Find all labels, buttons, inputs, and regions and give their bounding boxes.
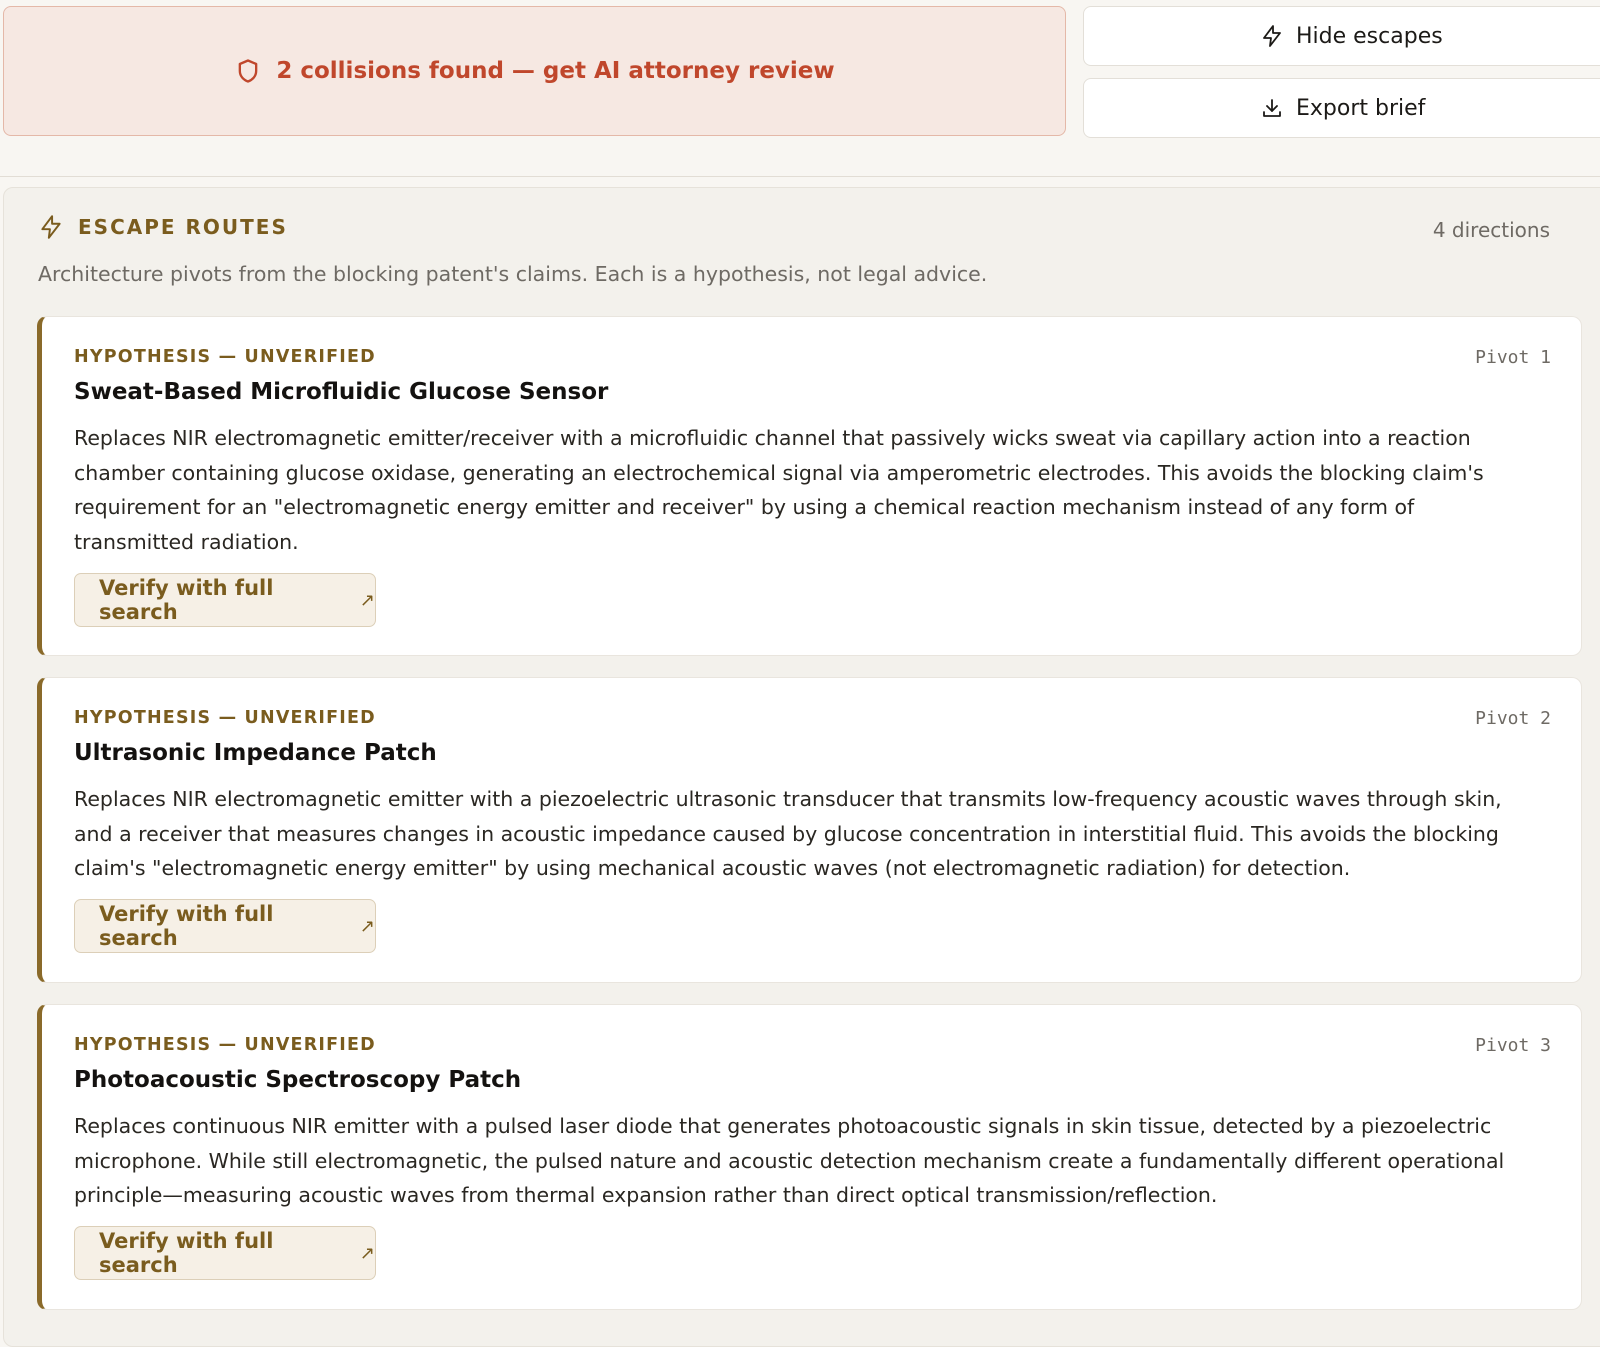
download-icon (1260, 96, 1284, 120)
shield-icon (234, 57, 262, 85)
lightning-icon (38, 214, 64, 240)
escape-route-card (37, 316, 1582, 656)
card-title: Ultrasonic Impedance Patch (74, 740, 437, 766)
card-description: Replaces NIR electromagnetic emitter/receiver with a microfluidic channel that passively wicks sweat via capillary action into a reaction chamber containing glucose oxidase, generating an electrochemical signal via amperometric electrodes. This avoids the blocking claim's requirement for an "electromagnetic energy emitter and receiver" by using a chemical reaction mechanism instead of any form of transmitted radiation. (74, 426, 1484, 554)
escape-routes-subtitle: Architecture pivots from the blocking patent's claims. Each is a hypothesis, not legal advice. (38, 262, 988, 286)
section-divider (0, 176, 1600, 177)
hypothesis-tag: HYPOTHESIS — UNVERIFIED (74, 347, 376, 367)
verify-label: Verify with full search (99, 576, 274, 624)
hypothesis-tag: HYPOTHESIS — UNVERIFIED (74, 708, 376, 728)
card-title: Photoacoustic Spectroscopy Patch (74, 1067, 522, 1093)
escape-routes-heading (38, 214, 288, 240)
hide-escapes-label: Hide escapes (1296, 23, 1443, 49)
verify-label: Verify with full search (99, 1229, 274, 1277)
external-arrow-icon: ↗ (359, 589, 375, 611)
collisions-alert-button[interactable] (3, 6, 1066, 136)
export-brief-label: Export brief (1296, 95, 1426, 121)
escape-route-card (37, 1004, 1582, 1310)
pivot-label: Pivot 2 (1475, 708, 1551, 729)
card-description: Replaces NIR electromagnetic emitter with a piezoelectric ultrasonic transducer that transmits low-frequency acoustic waves through skin, and a receiver that measures changes in acoustic impedance caused by glucose concentration in interstitial fluid. This avoids the blocking claim's "electromagnetic energy emitter" by using mechanical acoustic waves (not electromagnetic radiation) for detection. (74, 787, 1502, 880)
pivot-label: Pivot 1 (1475, 347, 1551, 368)
card-title: Sweat-Based Microfluidic Glucose Sensor (74, 379, 609, 405)
external-arrow-icon: ↗ (359, 915, 375, 937)
escape-route-card (37, 677, 1582, 983)
hypothesis-tag: HYPOTHESIS — UNVERIFIED (74, 1035, 376, 1055)
hide-escapes-button[interactable] (1083, 6, 1600, 66)
export-brief-button[interactable] (1083, 78, 1600, 138)
card-description: Replaces continuous NIR emitter with a pulsed laser diode that generates photoacoustic signals in skin tissue, detected by a piezoelectric microphone. While still electromagnetic, the pulsed nature and acoustic detection mechanism create a fundamentally different operational principle—measuring acoustic waves from thermal expansion rather than direct optical transmission/reflection. (74, 1114, 1505, 1207)
escape-routes-title: ESCAPE ROUTES (78, 215, 288, 239)
escape-routes-panel (3, 187, 1600, 1347)
verify-full-search-button[interactable] (74, 573, 376, 627)
verify-full-search-button[interactable] (74, 899, 376, 953)
verify-label: Verify with full search (99, 902, 274, 950)
pivot-label: Pivot 3 (1475, 1035, 1551, 1056)
alert-text: 2 collisions found — get AI attorney review (276, 58, 835, 84)
lightning-icon (1260, 24, 1284, 48)
external-arrow-icon: ↗ (359, 1242, 375, 1264)
directions-count: 4 directions (1432, 218, 1550, 242)
verify-full-search-button[interactable] (74, 1226, 376, 1280)
